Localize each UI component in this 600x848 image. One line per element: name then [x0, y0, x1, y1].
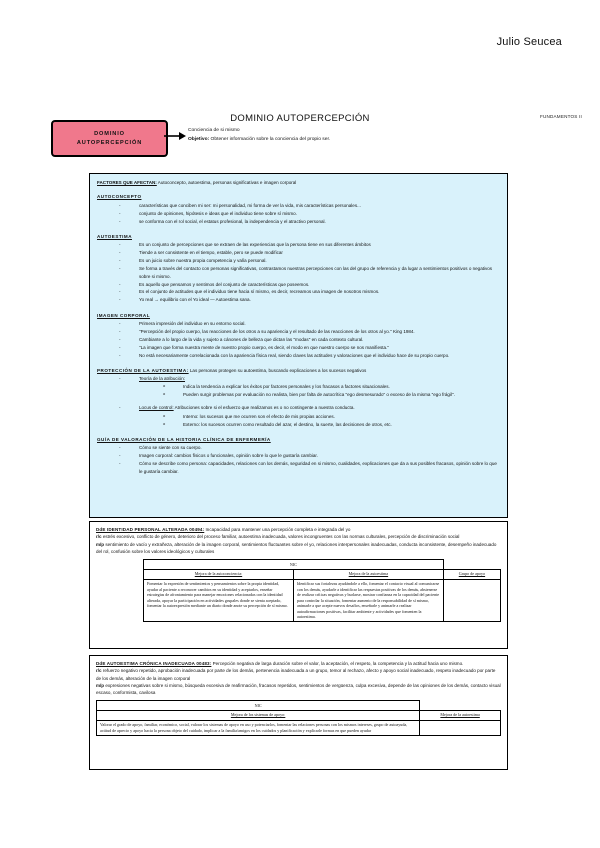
list-item: - Cómo se describe como persona: capacidades, relaciones con los demás, seguridad en si mismo, cualidades, explicaciones que da a sus posibles fracasos, opinión sobre lo que le gustaría cambiar. [119, 460, 500, 475]
table-row [97, 720, 501, 735]
section-heading-autoestima: AUTOESTIMA [97, 233, 132, 239]
diagnosis-rc-line [96, 533, 501, 540]
sublist-item: o Pueden surgir problemas por evaluación no realista, bien por falta de autocrítica "ego desmesurado" o exceso de la misma "ego frágil". [163, 391, 500, 398]
domain-badge-line2: AUTOPERCEPCIÓN [76, 140, 143, 146]
list-autoconcepto [97, 202, 500, 225]
proteccion-label: PROTECCIÓN DE LA AUTOESTIMA: [97, 368, 189, 374]
section-heading-guia: GUÍA DE VALORACIÓN DE LA HISTORIA CLÍNICA DE ENFERMERÍA [97, 437, 271, 443]
diagnosis-definition: Incapacidad para mantener una percepción completa e integrada del yo [204, 527, 351, 532]
nic-header-cell: NIC [144, 560, 444, 570]
list-item: - se conforma con el rol social, el estatus profesional, la independencia y el atractivo personal. [119, 218, 500, 225]
proteccion-intro: Las personas protegen su autoestima, buscando explicaciones a los sucesos negativos [188, 368, 367, 374]
list-guia [97, 444, 500, 475]
nic-header-blank [420, 701, 501, 711]
cell-sistemas-apoyo: Valorar el grado de apoyo, familiar, económico, social, valorar los sistemas de apoyo en uso y potenciarlos, fomentar las relaciones personas con los mismos intereses, grupo de autoayuda, actitud de aprecio y apoyo hacia la persona objeto del cuidado, implicar a la familia/amigos en los cuidados y planificación y explicarle formas en que pueden ayudar [97, 720, 420, 735]
section-imagen-corporal [97, 312, 500, 360]
rc-label: r/c [96, 668, 102, 674]
list-item: - Imagen corporal: cambios físicos o funcionales, opinión sobre lo que le gustaría cambiar. [119, 452, 500, 459]
section-autoconcepto [97, 193, 500, 225]
list-item: - Yo real → equilibrio con el Yo ideal — Autoestima sana. [119, 296, 500, 303]
group-title-rest: Atribuciones sobre si el esfuerzo que realizamos es o no contingente a nuestra conducta. [173, 405, 355, 411]
list-item: - Es el conjunto de actitudes que el individuo tiene hacia sí mismo, es decir, recreamos una imagen de nosotros mismos. [119, 288, 500, 295]
sublist-locus-control [139, 413, 500, 428]
diagnosis-title-line [96, 526, 501, 533]
diagnosis-title: DdE IDENTIDAD PERSONAL ALTERADA 00494: [96, 527, 205, 532]
section-heading-autoconcepto: AUTOCONCEPTO [97, 194, 142, 200]
mp-text: expresiones negativas sobre si mismo, búsqueda excesiva de reafirmación, fracasos repetidos, sentimientos de vergüenza, culpa excesiva, depende de las opiniones de los demás, contacto visual escaso, conformista, cavilosa [96, 682, 501, 696]
section-heading-imagen-corporal: IMAGEN CORPORAL [97, 312, 150, 318]
sublist-teoria-atribucion [139, 383, 500, 398]
table-row-columns [144, 569, 501, 579]
arrow-icon [164, 130, 186, 142]
concept-box [89, 173, 508, 518]
diagnosis-mp-line [96, 682, 501, 697]
diagnosis-mp-line [96, 541, 501, 556]
list-proteccion [97, 375, 500, 428]
author-name: Julio Seucea [496, 36, 562, 48]
column-header-autoestima: Mejora de la autoestima [420, 710, 501, 720]
list-imagen-corporal [97, 320, 500, 359]
column-header-grupo-apoyo: Grupo de apoyo [443, 569, 500, 579]
group-title: Teoría de la atribución: [139, 375, 186, 381]
cell-autoestima: Identificar sus fortalezas ayudándole a ello, fomentar el contacto visual al comunicarse con los demás, ayudarle a identificar las respuestas positivas de los demás, abstenerse de realizar críticas negativas y burlarse, mostrar confianza en la capacidad del paciente para controlar la situación, fomentar aumento de la responsabilidad de sí mismo, animarle a que acepte nuevos desafíos, enseñarle y animarle a realizar autoafirmaciones positivas, facilitar ambiente y actividades que fomenten la autoestima. [293, 579, 443, 622]
table-row-header [144, 560, 501, 570]
cell-autoconciencia: Fomentar la expresión de sentimientos y pensamientos sobre la propia identidad, ayudar al paciente a reconocer cambios en su identidad y aceptarlos, enseñar estrategias de afrontamiento para manejar emociones relacionadas con la identidad alterada, apoyar la participación en actividades grupales donde se sienta aceptado, fomentar la autoexpresión mediante un diario donde anote su percepción de sí mismo. [144, 579, 294, 622]
list-item: - Primera impresión del individuo en su entorno social. [119, 320, 500, 327]
sublist-item: o Interno: los sucesos que me ocurren son el efecto de mis propias acciones. [163, 413, 500, 420]
badge-desc-line1: Conciencia de si mismo [188, 128, 240, 133]
table-row-header [97, 701, 501, 711]
domain-badge-line1: DOMINIO [94, 131, 125, 137]
list-item: - Cambiante a lo largo de la vida y sujeto a cánones de belleza que dictan las "modas" en cada contexto cultural. [119, 336, 500, 343]
nic-table [143, 559, 501, 622]
column-header-autoestima: Mejora de la autoestima [293, 569, 443, 579]
list-item: - Es aquello que pensamos y sentimos del conjunto de características que poseemos. [119, 281, 500, 288]
nic-header-cell: NIC [97, 701, 420, 711]
list-item: - "Percepción del propio cuerpo, las reacciones de los otros a su apariencia y el resultado de las reacciones de los otros al yo." King 1984. [119, 328, 500, 335]
section-guia-valoracion [97, 436, 500, 475]
factors-label: FACTORES QUE AFECTAN: [97, 180, 157, 185]
badge-objective-text: Obtener información sobre la conciencia del propio ser. [209, 136, 331, 142]
mp-text: sentimiento de vacío y extrañeza, alteración de la imagen corporal, sentimientos fluctuantes sobre el yo, relaciones interpersonales inadecuadas, conducta inconsistente, desempeño inadecuado del rol, confusión sobre los valores ideológicos y culturales [96, 541, 497, 554]
rc-label: r/c [96, 534, 102, 540]
rc-text: estrés excesivo, conflicto de género, deterioro del proceso familiar, autoestima inadecuada, valores incongruentes con las normas culturales, percepción de discriminación social [101, 534, 460, 540]
list-item: - Tiende a ser consistente en el tiempo, estable, pero se puede modificar [119, 249, 500, 256]
course-tag: FUNDAMENTOS II [539, 114, 582, 119]
mp-label: m/p [96, 541, 105, 547]
diagnosis-rc-line [96, 667, 501, 682]
document-title: DOMINIO AUTOPERCEPCIÓN [230, 113, 370, 124]
sublist-item: o Indica la tendencia a explicar los éxitos por factores personales y los fracasos a factores situacionales. [163, 383, 500, 390]
nic-table-wrapper [96, 559, 501, 622]
list-item: - Cómo se siente con su cuerpo. [119, 444, 500, 451]
cell-grupo-apoyo [443, 579, 500, 622]
nic-header-blank [443, 560, 500, 570]
diagnosis-title: DdE AUTOESTIMA CRÓNICA INADECUADA 00483: [96, 661, 212, 666]
list-item: - No está necesariamente correlacionada con la apariencia física real, siendo claves las actitudes y valoraciones que el individuo hace de su propio cuerpo. [119, 352, 500, 359]
list-item: - Es un juicio sobre nuestra propia competencia y valía personal. [119, 257, 500, 264]
list-item: - características que conciben mi ser: mi personalidad, mi forma de ver la vida, mis características personales... [119, 202, 500, 209]
diagnosis-block-identidad-personal [89, 521, 508, 649]
rc-text: refuerzo negativo repetido, aprobación inadecuada por parte de los demás, pertenencia inadecuada a un grupo, temor al rechazo, afecto y apoyo social inadecuado, respeto inadecuado por parte de los demás, alteración de la imagen corporal [96, 668, 496, 681]
group-title: Locus de control: [139, 405, 174, 411]
table-row-columns [97, 710, 501, 720]
nic-table-wrapper [96, 700, 501, 736]
list-item [119, 404, 500, 428]
list-item: - Es un conjunto de percepciones que se extraen de las experiencias que la persona tiene en sus diferentes ámbitos [119, 241, 500, 248]
sublist-item: o Externo: los sucesos ocurren como resultado del azar, el destino, la suerte, las decisiones de otros, etc. [163, 421, 500, 428]
section-autoestima [97, 233, 500, 304]
mp-label: m/p [96, 682, 105, 688]
list-item: - "La imagen que forma nuestra mente de nuestro propio cuerpo, es decir, el modo en que nuestro cuerpo se nos manifiesta." [119, 344, 500, 351]
factors-lead [97, 179, 500, 186]
table-row [144, 579, 501, 622]
badge-objective-label: Objetivo: [188, 136, 210, 142]
column-header-autoconciencia: Mejora de la autoconciencia: [144, 569, 294, 579]
diagnosis-title-line [96, 660, 501, 667]
badge-description [188, 127, 330, 144]
list-item: - conjunto de opiniones, hipótesis e ideas que el individuo tiene sobre sí mismo. [119, 210, 500, 217]
cell-autoestima [420, 720, 501, 735]
list-item: - Se forma a través del contacto con personas significativas, contrastamos nuestras percepciones con las del grupo de referencia y da lugar a sentimientos positivos o negativos sobre si mismo. [119, 265, 500, 280]
list-item [119, 375, 500, 399]
section-proteccion-autoestima [97, 367, 500, 428]
proteccion-lead [97, 367, 500, 374]
column-header-sistemas-apoyo: Mejora de los sistemas de apoyo: [97, 710, 420, 720]
nic-table [96, 700, 501, 736]
factors-text: Autoconcepto, autoestima, personas significativas e imagen corporal [156, 180, 297, 185]
domain-badge [51, 120, 168, 157]
diagnosis-definition: Percepción negativa de larga duración sobre el valor, la aceptación, el respeto, la competencia y la actitud hacia uno mismo. [211, 661, 464, 666]
diagnosis-block-autoestima-cronica [89, 655, 508, 770]
badge-desc-line2 [188, 136, 330, 145]
list-autoestima [97, 241, 500, 303]
